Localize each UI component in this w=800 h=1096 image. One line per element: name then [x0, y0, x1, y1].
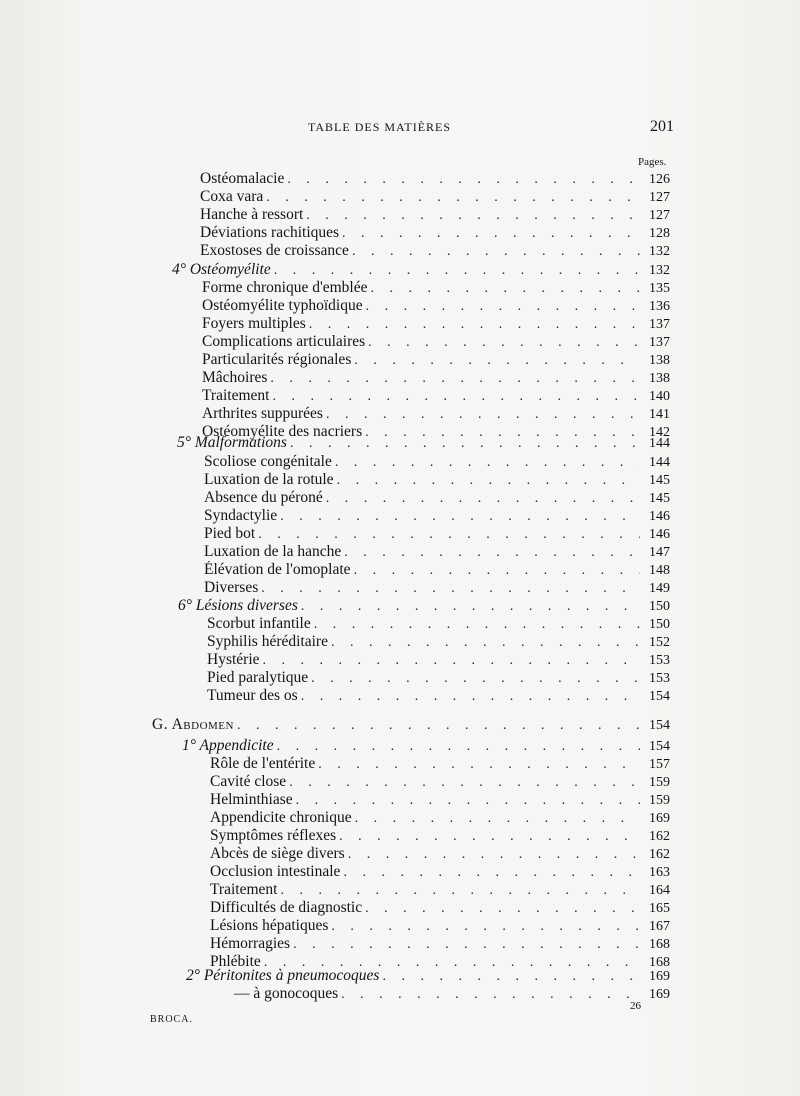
toc-entry-page: 165 — [649, 901, 670, 916]
toc-entry-title: Cavité close — [210, 773, 287, 790]
toc-entry-title: Foyers multiples — [202, 315, 306, 332]
toc-entry-title: Abcès de siège divers — [210, 845, 345, 862]
toc-entry-title: Exostoses de croissance — [200, 242, 349, 259]
toc-entry-page: 145 — [649, 473, 670, 488]
dot-leader — [344, 544, 640, 561]
dot-leader — [287, 171, 640, 188]
toc-entry — [204, 561, 670, 579]
toc-entry-title: Scoliose congénitale — [204, 453, 332, 470]
toc-entry — [200, 242, 670, 260]
toc-entry — [172, 261, 670, 279]
toc-entry-title: Phlébite — [210, 953, 261, 970]
toc-entry-page: 162 — [649, 829, 670, 844]
toc-entry-title: 6° Lésions diverses — [178, 597, 298, 614]
dot-leader — [277, 738, 640, 755]
toc-entry-title: Forme chronique d'emblée — [202, 279, 368, 296]
toc-entry-title: Complications articulaires — [202, 333, 366, 350]
dot-leader — [331, 918, 640, 935]
toc-entry-page: 141 — [649, 407, 670, 422]
dot-leader — [296, 792, 640, 809]
toc-entry-page: 154 — [649, 689, 670, 704]
toc-entry-page: 138 — [649, 353, 670, 368]
toc-entry-title: Pied paralytique — [207, 669, 309, 686]
dot-leader — [301, 688, 640, 705]
toc-entry-title: Élévation de l'omoplate — [204, 561, 351, 578]
dot-leader — [301, 598, 640, 615]
toc-entry-title: Lésions hépatiques — [210, 917, 329, 934]
toc-entry — [200, 206, 670, 224]
toc-entry — [210, 917, 670, 935]
toc-entry — [210, 809, 670, 827]
toc-entry-title: Coxa vara — [200, 188, 264, 205]
toc-entry-page: 142 — [649, 425, 670, 440]
toc-entry-page: 150 — [649, 599, 670, 614]
toc-entry-page: 149 — [649, 581, 670, 596]
toc-entry-page: 159 — [649, 793, 670, 808]
toc-entry-page: 132 — [649, 263, 670, 278]
toc-entry — [202, 387, 670, 405]
dot-leader — [274, 262, 640, 279]
dot-leader — [355, 810, 640, 827]
toc-entry-title: Déviations rachitiques — [200, 224, 340, 241]
toc-entry — [207, 687, 670, 705]
toc-entry-title: Luxation de la hanche — [204, 543, 342, 560]
toc-entry-page: 144 — [649, 455, 670, 470]
toc-entry — [210, 863, 670, 881]
printer-signature: BROCA. — [150, 1014, 193, 1025]
dot-leader — [272, 388, 640, 405]
toc-entry — [204, 489, 670, 507]
toc-entry — [207, 615, 670, 633]
dot-leader — [335, 454, 640, 471]
toc-entry-title: Rôle de l'entérite — [210, 755, 316, 772]
toc-entry — [210, 773, 670, 791]
toc-entry — [177, 434, 670, 452]
toc-entry-page: 127 — [649, 190, 670, 205]
toc-entry-page: 163 — [649, 865, 670, 880]
toc-entry-title: Absence du péroné — [204, 489, 323, 506]
toc-entry-title: 5° Malformations — [177, 434, 287, 451]
toc-entry — [234, 985, 670, 1003]
toc-entry — [210, 899, 670, 917]
toc-entry-page: 169 — [649, 987, 670, 1002]
toc-entry — [207, 651, 670, 669]
dot-leader — [354, 562, 640, 579]
page-number: 201 — [650, 118, 674, 135]
dot-leader — [314, 616, 640, 633]
dot-leader — [318, 756, 640, 773]
toc-entry — [210, 791, 670, 809]
toc-entry-title: Luxation de la rotule — [204, 471, 334, 488]
dot-leader — [293, 936, 640, 953]
dot-leader — [289, 774, 640, 791]
toc-entry-page: 162 — [649, 847, 670, 862]
toc-entry-title: Syndactylie — [204, 507, 278, 524]
toc-entry-page: 157 — [649, 757, 670, 772]
toc-entry — [200, 170, 670, 188]
toc-entry — [204, 471, 670, 489]
toc-entry-page: 128 — [649, 226, 670, 241]
toc-entry-title: 1° Appendicite — [182, 737, 274, 754]
toc-entry-page: 169 — [649, 811, 670, 826]
toc-entry — [207, 669, 670, 687]
dot-leader — [237, 717, 640, 734]
toc-entry-page: 146 — [649, 527, 670, 542]
toc-entry-page: 167 — [649, 919, 670, 934]
toc-entry-page: 126 — [649, 172, 670, 187]
dot-leader — [326, 490, 640, 507]
toc-entry — [202, 369, 670, 387]
toc-entry-page: 168 — [649, 955, 670, 970]
dot-leader — [342, 225, 640, 242]
dot-leader — [331, 634, 640, 651]
dot-leader — [263, 652, 640, 669]
dot-leader — [306, 207, 640, 224]
toc-entry-title: Ostéomalacie — [200, 170, 285, 187]
toc-entry-title: Traitement — [210, 881, 278, 898]
toc-entry — [202, 333, 670, 351]
toc-entry — [204, 579, 670, 597]
toc-entry-page: 147 — [649, 545, 670, 560]
toc-entry-title: — à gonocoques — [234, 985, 339, 1002]
sheet-number: 26 — [630, 1000, 641, 1012]
dot-leader — [266, 189, 640, 206]
toc-entry-title: Occlusion intestinale — [210, 863, 341, 880]
toc-entry-page: 136 — [649, 299, 670, 314]
toc-entry-page: 138 — [649, 371, 670, 386]
toc-entry — [178, 597, 670, 615]
toc-entry-title: Ostéomyélite typhoïdique — [202, 297, 363, 314]
toc-entry-page: 169 — [649, 969, 670, 984]
dot-leader — [352, 243, 640, 260]
toc-entry-page: 168 — [649, 937, 670, 952]
dot-leader — [382, 968, 640, 985]
dot-leader — [368, 334, 640, 351]
pages-column-label: Pages. — [638, 156, 667, 168]
toc-entry — [186, 967, 670, 985]
toc-entry-page: 135 — [649, 281, 670, 296]
dot-leader — [371, 280, 641, 297]
toc-entry-page: 137 — [649, 335, 670, 350]
dot-leader — [258, 526, 640, 543]
toc-entry — [202, 405, 670, 423]
toc-entry-title: Syphilis héréditaire — [207, 633, 328, 650]
toc-entry — [210, 845, 670, 863]
toc-entry-title: 2° Péritonites à pneumocoques — [186, 967, 380, 984]
toc-entry — [152, 716, 670, 734]
toc-entry-page: 127 — [649, 208, 670, 223]
dot-leader — [354, 352, 640, 369]
toc-entry-page: 164 — [649, 883, 670, 898]
toc-entry-title: Tumeur des os — [207, 687, 298, 704]
toc-entry-title: Hanche à ressort — [200, 206, 304, 223]
toc-entry-page: 146 — [649, 509, 670, 524]
dot-leader — [280, 882, 640, 899]
dot-leader — [280, 508, 640, 525]
toc-entry-title: Particularités régionales — [202, 351, 352, 368]
toc-entry-page: 148 — [649, 563, 670, 578]
toc-entry-title: Appendicite chronique — [210, 809, 352, 826]
toc-entry-page: 150 — [649, 617, 670, 632]
dot-leader — [311, 670, 640, 687]
toc-entry-title: Difficultés de diagnostic — [210, 899, 363, 916]
dot-leader — [270, 370, 640, 387]
dot-leader — [326, 406, 640, 423]
toc-entry-page: 153 — [649, 653, 670, 668]
toc-entry — [210, 881, 670, 899]
toc-entry-page: 154 — [649, 739, 670, 754]
toc-entry-page: 140 — [649, 389, 670, 404]
toc-entry-title: Ostéomyélite des nacriers — [202, 423, 363, 440]
toc-entry — [204, 525, 670, 543]
toc-entry-title: 4° Ostéomyélite — [172, 261, 271, 278]
toc-entry-title: G. Abdomen — [152, 716, 234, 733]
toc-entry-page: 145 — [649, 491, 670, 506]
toc-entry-page: 159 — [649, 775, 670, 790]
toc-entry — [182, 737, 670, 755]
toc-entry-page: 153 — [649, 671, 670, 686]
running-title: TABLE DES MATIÈRES — [308, 120, 452, 134]
dot-leader — [261, 580, 640, 597]
toc-entry — [200, 224, 670, 242]
toc-entry — [210, 935, 670, 953]
toc-entry-page: 154 — [649, 718, 670, 733]
toc-entry-title: Pied bot — [204, 525, 256, 542]
dot-leader — [348, 846, 640, 863]
dot-leader — [341, 986, 640, 1003]
toc-entry-title: Diverses — [204, 579, 259, 596]
toc-entry — [204, 543, 670, 561]
toc-entry-title: Hystérie — [207, 651, 260, 668]
toc-entry — [202, 315, 670, 333]
dot-leader — [365, 900, 640, 917]
dot-leader — [309, 316, 640, 333]
toc-entry-page: 137 — [649, 317, 670, 332]
toc-entry — [202, 279, 670, 297]
toc-entry-title: Symptômes réflexes — [210, 827, 337, 844]
toc-entry — [200, 188, 670, 206]
toc-entry-title: Scorbut infantile — [207, 615, 311, 632]
dot-leader — [366, 298, 640, 315]
toc-entry-page: 132 — [649, 244, 670, 259]
dot-leader — [339, 828, 640, 845]
toc-entry-page: 152 — [649, 635, 670, 650]
toc-entry — [202, 297, 670, 315]
dot-leader — [337, 472, 640, 489]
toc-entry-title: Traitement — [202, 387, 270, 404]
toc-entry — [204, 453, 670, 471]
toc-entry — [207, 633, 670, 651]
dot-leader — [343, 864, 640, 881]
toc-entry-title: Hémorragies — [210, 935, 291, 952]
toc-entry — [202, 351, 670, 369]
toc-entry — [204, 507, 670, 525]
toc-entry-title: Mâchoires — [202, 369, 268, 386]
dot-leader — [290, 435, 640, 452]
toc-entry-page: 144 — [649, 436, 670, 451]
toc-entry — [210, 755, 670, 773]
toc-entry-title: Arthrites suppurées — [202, 405, 323, 422]
toc-entry — [210, 827, 670, 845]
toc-entry-title: Helminthiase — [210, 791, 293, 808]
